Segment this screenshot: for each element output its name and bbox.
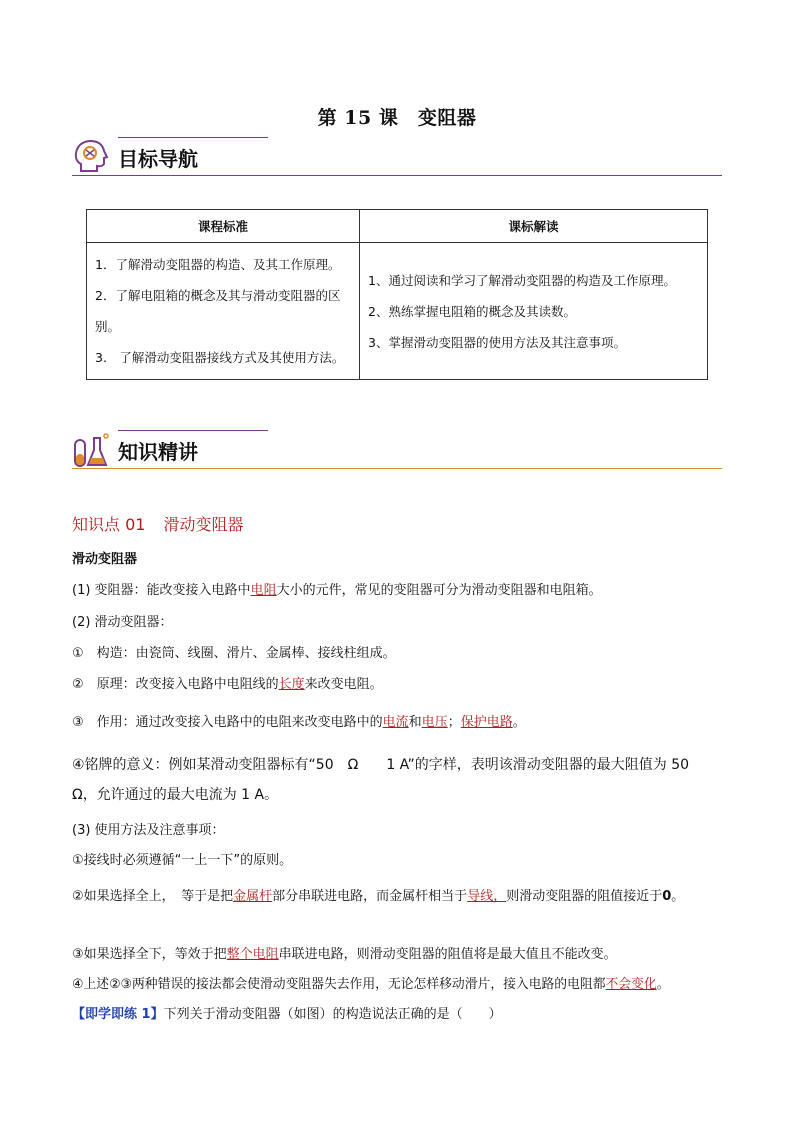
text-segment: ④上述②③两种错误的接法都会使滑动变阻器失去作用，无论怎样移动滑片，接入电路的电阻都 <box>72 977 606 992</box>
text-segment: ③如果选择全下，等效于把 <box>72 947 227 962</box>
highlight-protect-circuit: 保护电路 <box>460 715 513 730</box>
paragraph-rule-4 <box>72 975 722 995</box>
section-goal-header <box>72 137 722 181</box>
paragraph-rule-2 <box>72 882 722 912</box>
section-overline <box>118 137 268 138</box>
text-segment: 。 <box>512 715 526 730</box>
paragraph-rule-1: ①接线时必须遵循“一上一下”的原则。 <box>72 853 293 868</box>
curriculum-table <box>86 209 708 380</box>
text-segment: ② 原理：改变接入电路中电阻线的 <box>72 677 279 692</box>
text-segment: ③ 作用：通过改变接入电路中的电阻来改变电路中的 <box>72 715 383 730</box>
paragraph-slide-rheostat: (2) 滑动变阻器： <box>72 615 173 630</box>
section-goal-label: 目标导航 <box>118 147 198 171</box>
interpretation-item-1: 1、通过阅读和学习了解滑动变阻器的构造及工作原理。 <box>368 272 676 288</box>
text-segment: ； <box>447 715 461 730</box>
knowledge-point-title <box>72 512 243 535</box>
interpretation-item-3: 3、掌握滑动变阻器的使用方法及其注意事项。 <box>368 334 626 350</box>
text-segment: 则滑动变阻器的阻值接近于 <box>506 889 663 904</box>
paragraph-structure: ① 构造：由瓷筒、线圈、滑片、金属棒、接线柱组成。 <box>72 646 396 661</box>
paragraph-nameplate: ④铭牌的意义：例如某滑动变阻器标有“50 Ω 1 A”的字样，表明该滑动变阻器的最大阻值为 50 Ω，允许通过的最大电流为 1 A。 <box>72 757 704 803</box>
table-cell-standards <box>87 243 360 380</box>
highlight-voltage: 电压 <box>421 715 448 730</box>
text-segment: (1) 变阻器：能改变接入电路中 <box>72 583 251 598</box>
text-segment: 。 <box>671 889 685 904</box>
exercise-tag: 【即学即练 1】 <box>72 1007 164 1022</box>
section-knowledge-rule <box>72 468 722 469</box>
section-overline <box>118 430 268 431</box>
standard-item-2: 2．了解电阻箱的概念及其与滑动变阻器的区别。 <box>95 288 341 334</box>
paragraph-usage: (3) 使用方法及注意事项： <box>72 823 225 838</box>
section-knowledge-header <box>72 430 722 474</box>
text-segment: 和 <box>408 715 422 730</box>
table-header-standard: 课程标准 <box>87 210 360 243</box>
table-header-interpretation: 课标解读 <box>360 210 708 243</box>
paragraph-variable-resistor <box>72 581 722 601</box>
text-segment: 大小的元件，常见的变阻器可分为滑动变阻器和电阻箱。 <box>276 583 602 598</box>
highlight-no-change: 不会变化 <box>605 977 657 992</box>
paragraph-rule-3 <box>72 945 722 965</box>
interpretation-item-2: 2、熟练掌握电阻箱的概念及其读数。 <box>368 303 576 319</box>
paragraph-principle <box>72 675 722 695</box>
text-segment: 来改变电阻。 <box>304 677 383 692</box>
table-row <box>87 243 708 380</box>
highlight-resistance: 电阻 <box>250 583 277 598</box>
content-subhead: 滑动变阻器 <box>72 552 138 567</box>
text-segment: 部分串联进电路，而金属杆相当于 <box>272 889 468 904</box>
highlight-current: 电流 <box>382 715 409 730</box>
exercise-line <box>72 1005 722 1025</box>
standard-item-1: 1．了解滑动变阻器的构造、及其工作原理。 <box>95 257 341 272</box>
text-segment: ②如果选择全上， 等于是把 <box>72 889 234 904</box>
highlight-zero: 0 <box>662 889 672 904</box>
text-segment: 串联进电路，则滑动变阻器的阻值将是最大值且不能改变。 <box>278 947 617 962</box>
highlight-wire: 导线， <box>467 889 507 904</box>
exercise-question: 下列关于滑动变阻器（如图）的构造说法正确的是（ ） <box>163 1007 502 1022</box>
section-knowledge-label: 知识精讲 <box>118 440 198 464</box>
table-header-row <box>87 210 708 243</box>
section-goal-rule <box>72 175 722 176</box>
table-cell-interpretations <box>360 243 708 380</box>
knowledge-point-number: 知识点 01 <box>72 515 146 534</box>
paragraph-function <box>72 713 722 733</box>
highlight-metal-rod: 金属杆 <box>233 889 273 904</box>
standard-item-3: 3. 了解滑动变阻器接线方式及其使用方法。 <box>95 350 345 365</box>
knowledge-point-name: 滑动变阻器 <box>163 515 244 534</box>
page-title: 第 15 课 变阻器 <box>317 107 477 129</box>
head-brain-icon <box>72 137 112 177</box>
highlight-length: 长度 <box>278 677 305 692</box>
flask-icon <box>72 430 112 470</box>
highlight-whole-resistor: 整个电阻 <box>226 947 279 962</box>
text-segment: 。 <box>656 977 670 992</box>
